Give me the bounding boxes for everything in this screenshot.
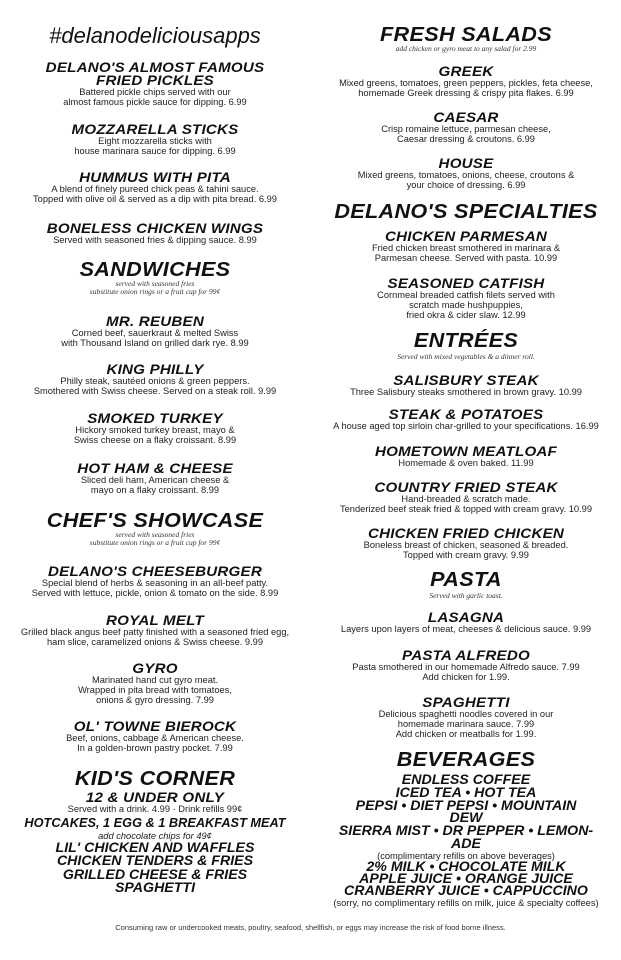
item-name: DELANO'S ALMOST FAMOUS FRIED PICKLES: [45, 59, 265, 88]
item-name: GYRO: [132, 660, 178, 676]
menu-item: [311, 649, 621, 682]
menu-item: [0, 61, 310, 107]
menu-item: [0, 565, 310, 598]
menu-item: [311, 230, 621, 263]
left-column: [0, 0, 310, 960]
item-desc: Hand-breaded & scratch made. Tenderized beef steak fried & topped with cream gravy. 10.99: [339, 494, 593, 514]
section-fresh-salads: [311, 25, 621, 53]
item-name: KING PHILLY: [106, 361, 204, 377]
section-note: add chicken or gyro meat to any salad for 2.99: [395, 44, 537, 53]
item-name: ROYAL MELT: [106, 612, 204, 628]
item-name: SALISBURY STEAK: [393, 372, 539, 388]
item-desc: Beef, onions, cabbage & American cheese. In a golden-brown pastry pocket. 7.99: [66, 733, 244, 753]
item-desc: Hickory smoked turkey breast, mayo & Swiss cheese on a flaky croissant. 8.99: [73, 425, 237, 445]
item-name: PASTA ALFREDO: [402, 647, 530, 663]
item-desc: Battered pickle chips served with our almost famous pickle sauce for dipping. 6.99: [63, 87, 247, 107]
item-name: CHICKEN FRIED CHICKEN: [367, 525, 565, 541]
menu-item: [311, 111, 621, 144]
item-name: MR. REUBEN: [106, 313, 204, 329]
menu-item: [311, 481, 621, 514]
kids-item: GRILLED CHEESE & FRIES: [62, 866, 248, 882]
kids-item: HOTCAKES, 1 EGG & 1 BREAKFAST MEAT: [24, 816, 286, 830]
item-desc: Grilled black angus beef patty finished with a seasoned fried egg, ham slice, caramelized onions & Swiss cheese. 9.99: [20, 627, 290, 647]
section-chefs-showcase: [0, 511, 310, 547]
item-desc: Served with seasoned fries & dipping sauce. 8.99: [53, 235, 257, 245]
item-desc: Cornmeal breaded catfish filets served with scratch made hushpuppies, fried okra & cider slaw. 12.99: [377, 290, 555, 320]
item-name: SEASONED CATFISH: [387, 275, 545, 291]
section-title: DELANO'S SPECIALTIES: [334, 201, 598, 223]
item-name: GREEK: [438, 63, 494, 79]
menu-item: [311, 157, 621, 190]
section-title: BEVERAGES: [396, 749, 536, 771]
item-name: HOMETOWN MEATLOAF: [374, 443, 558, 459]
beverage-list: 2% MILK • CHOCOLATE MILK APPLE JUICE • ORANGE JUICE CRANBERRY JUICE • CAPPUCCINO: [344, 858, 588, 899]
item-name: HOUSE: [438, 155, 494, 171]
beverage-list: ENDLESS COFFEE ICED TEA • HOT TEA PEPSI • DIET PEPSI • MOUNTAIN DEW SIERRA MIST • DR PEPPER • LEMON- ADE: [338, 772, 594, 851]
menu-item: [0, 222, 310, 245]
kids-subtitle: 12 & UNDER ONLY: [85, 789, 225, 805]
item-desc: Philly steak, sautéed onions & green peppers. Smothered with Swiss cheese. Served on a steak roll. 9.99: [33, 376, 277, 396]
item-name: CHICKEN PARMESAN: [385, 228, 547, 244]
section-kids-corner: [0, 769, 310, 895]
item-name: BONELESS CHICKEN WINGS: [46, 220, 264, 236]
item-name: HOT HAM & CHEESE: [77, 460, 233, 476]
item-desc: Boneless breast of chicken, seasoned & breaded. Topped with cream gravy. 9.99: [363, 540, 569, 560]
beverage-note: (sorry, no complimentary refills on milk, juice & specialty coffees): [333, 897, 599, 908]
item-name: SMOKED TURKEY: [87, 410, 223, 426]
section-sandwiches: [0, 260, 310, 296]
menu-item: [0, 171, 310, 204]
kids-item: LIL' CHICKEN AND WAFFLES: [55, 839, 255, 855]
menu-item: [0, 662, 310, 705]
section-entrees: [311, 331, 621, 361]
menu-item: [0, 462, 310, 495]
section-title: KID'S CORNER: [74, 768, 236, 790]
menu-item: [0, 412, 310, 445]
item-desc: A house aged top sirloin char-grilled to your specifications. 16.99: [333, 421, 599, 431]
item-name: SPAGHETTI: [422, 694, 510, 710]
item-desc: Marinated hand cut gyro meat. Wrapped in pita bread with tomatoes, onions & gyro dressing. 7.99: [78, 675, 232, 705]
kids-item: CHICKEN TENDERS & FRIES: [56, 853, 254, 869]
beverage-note: (complimentary refills on above beverages): [377, 850, 555, 861]
menu-item: [311, 374, 621, 397]
item-name: DELANO'S CHEESEBURGER: [48, 563, 262, 579]
food-safety-disclaimer: Consuming raw or undercooked meats, poultry, seafood, shellfish, or eggs may increase the risk of food borne illness.: [115, 923, 506, 932]
kids-item-note: add chocolate chips for 49¢: [98, 830, 212, 841]
menu-item: [311, 445, 621, 468]
item-desc: Delicious spaghetti noodles covered in our homemade marinara sauce. 7.99 Add chicken or meatballs for 1.99.: [378, 709, 554, 739]
item-desc: Homemade & oven baked. 11.99: [398, 458, 534, 468]
section-note: served with seasoned fries substitute onion rings or a fruit cup for 99¢: [89, 279, 221, 296]
item-desc: Three Salisbury steaks smothered in brown gravy. 10.99: [350, 387, 582, 397]
hashtag-heading: #delanodeliciousapps: [49, 23, 261, 48]
item-desc: Sliced deli ham, American cheese & mayo on a flaky croissant. 8.99: [80, 475, 230, 495]
item-desc: A blend of finely pureed chick peas & tahini sauce. Topped with olive oil & served as a dip with pita bread. 6.99: [33, 184, 277, 204]
kids-item: SPAGHETTI: [114, 880, 196, 896]
section-specialties: [311, 202, 621, 222]
menu-item: [311, 408, 621, 431]
item-desc: Eight mozzarella sticks with house marinara sauce for dipping. 6.99: [74, 136, 236, 156]
menu-item: [311, 611, 621, 634]
item-name: MOZZARELLA STICKS: [71, 121, 239, 137]
item-name: CAESAR: [433, 109, 499, 125]
menu-item: [0, 123, 310, 156]
item-name: HUMMUS WITH PITA: [79, 169, 231, 185]
section-title: CHEF'S SHOWCASE: [46, 510, 264, 532]
item-desc: Layers upon layers of meat, cheeses & delicious sauce. 9.99: [340, 624, 592, 634]
section-title: SANDWICHES: [79, 259, 231, 281]
section-note: served with seasoned fries substitute onion rings or a fruit cup for 99¢: [89, 530, 221, 547]
item-desc: Corned beef, sauerkraut & melted Swiss with Thousand Island on grilled dark rye. 8.99: [61, 328, 249, 348]
section-pasta: [311, 570, 621, 600]
kids-note: Served with a drink. 4.99 · Drink refills 99¢: [67, 804, 243, 814]
section-note: Served with garlic toast.: [429, 591, 503, 600]
section-title: FRESH SALADS: [380, 24, 552, 46]
menu-item: [311, 527, 621, 560]
menu-item: [311, 696, 621, 739]
item-desc: Mixed greens, tomatoes, onions, cheese, croutons & your choice of dressing. 6.99: [357, 170, 575, 190]
item-desc: Crisp romaine lettuce, parmesan cheese, Caesar dressing & croutons. 6.99: [381, 124, 551, 144]
section-note: Served with mixed vegetables & a dinner roll.: [397, 352, 535, 361]
item-desc: Mixed greens, tomatoes, green peppers, pickles, feta cheese, homemade Greek dressing & crispy pita flakes. 6.99: [339, 78, 593, 98]
section-title: ENTRÉES: [413, 330, 519, 352]
menu-item: [0, 614, 310, 647]
item-name: COUNTRY FRIED STEAK: [374, 479, 558, 495]
menu-item: [0, 720, 310, 753]
right-column: [311, 0, 621, 960]
menu-item: [311, 277, 621, 320]
section-title: PASTA: [430, 569, 502, 591]
section-beverages: [311, 750, 621, 908]
item-desc: Pasta smothered in our homemade Alfredo sauce. 7.99 Add chicken for 1.99.: [352, 662, 580, 682]
menu-item: [311, 65, 621, 98]
item-name: LASAGNA: [427, 609, 505, 625]
menu-item: [0, 315, 310, 348]
item-name: STEAK & POTATOES: [388, 406, 544, 422]
item-desc: Special blend of herbs & seasoning in an all-beef patty. Served with lettuce, pickle, onion & tomato on the side. 8.99: [31, 578, 279, 598]
menu-item: [0, 363, 310, 396]
item-name: OL' TOWNE BIEROCK: [73, 718, 237, 734]
item-desc: Fried chicken breast smothered in marinara & Parmesan cheese. Served with pasta. 10.99: [371, 243, 561, 263]
